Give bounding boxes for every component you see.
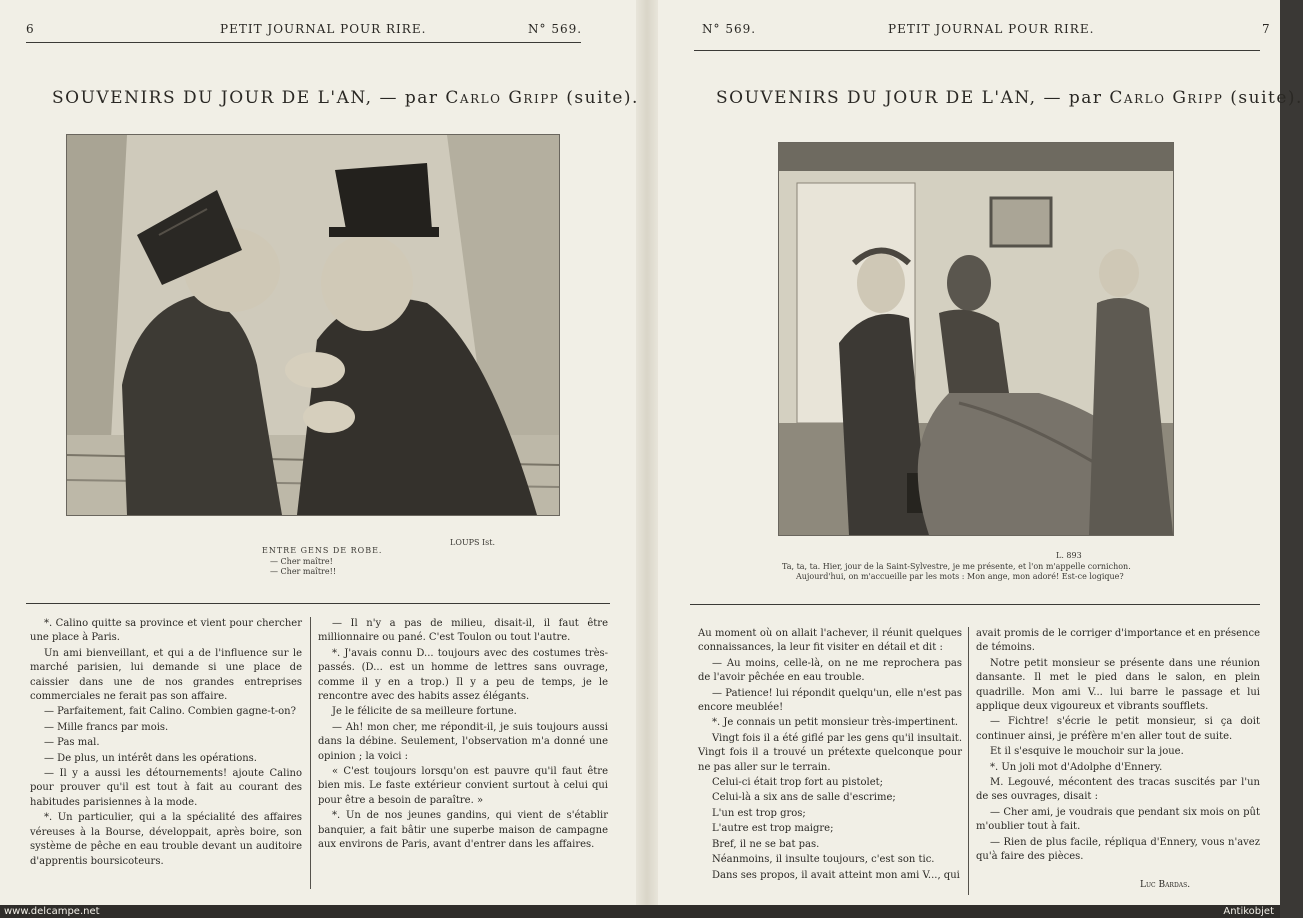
left-page bbox=[0, 0, 638, 905]
paragraph: L'un est trop gros; bbox=[712, 807, 806, 819]
paragraph: « C'est toujours lorsqu'on est pauvre qu'il faut être bien mis. Le faste extérieur convient surtout à celui qui pour être a besoin de paraître. » bbox=[318, 766, 608, 806]
left-title: SOUVENIRS DU JOUR DE L'AN, — par Carlo Gripp (suite). bbox=[52, 88, 639, 108]
right-column-1 bbox=[698, 627, 962, 884]
paragraph: — Fichtre! s'écrie le petit monsieur, si ça doit continuer ainsi, je préfère m'en aller tout de suite. bbox=[976, 716, 1260, 742]
right-page bbox=[656, 0, 1303, 905]
paragraph: Vingt fois il a été giflé par les gens qu'il insultait. Vingt fois il a trouvé un prétexte quelconque pour ne pas aller sur le terrain. bbox=[698, 732, 962, 773]
left-head-rule bbox=[26, 42, 581, 43]
right-caption-line1: Ta, ta, ta. Hier, jour de la Saint-Sylvestre, je me présente, et l'on m'appelle cornichon. bbox=[782, 562, 1131, 571]
left-column-2 bbox=[318, 617, 608, 854]
paragraph: Néanmoins, il insulte toujours, c'est son tic. bbox=[712, 854, 935, 866]
paragraph: — De plus, un intérêt dans les opérations. bbox=[44, 752, 257, 764]
left-section-rule bbox=[26, 603, 610, 604]
paragraph: *. Calino quitte sa province et vient pour chercher une place à Paris. bbox=[30, 618, 302, 644]
paragraph: *. J'avais connu D... toujours avec des costumes très-passés. (D... est un homme de lettres sans ouvrage, comme il y en a trop.) Il y a peu de temps, je le rencontre avec des habits assez élégants. bbox=[318, 647, 608, 703]
paragraph: Celui-là a six ans de salle d'escrime; bbox=[712, 792, 896, 804]
left-caption-title: ENTRE GENS DE ROBE. bbox=[262, 546, 383, 555]
right-column-divider bbox=[968, 627, 969, 895]
paragraph: — Il n'y a pas de milieu, disait-il, il faut être millionnaire ou pané. C'est Toulon ou tout l'autre. bbox=[318, 618, 608, 644]
left-illustration-signature: LOUPS Ist. bbox=[450, 538, 496, 547]
paragraph: *. Un particulier, qui a la spécialité des affaires véreuses à la Bourse, développait, après boire, son système de pêche en eau trouble devant un auditoire d'apprentis boursicoteurs. bbox=[30, 812, 302, 867]
paragraph: *. Un de nos jeunes gandins, qui vient de s'établir banquier, a fait bâtir une superbe maison de campagne aux environs de Paris, avant d'entrer dans les affaires. bbox=[318, 810, 608, 851]
footer-left-watermark: www.delcampe.net bbox=[4, 906, 100, 917]
paragraph: Au moment où on allait l'achever, il réunit quelques connaissances, la leur fit visiter en détail et dit : bbox=[698, 628, 962, 654]
paragraph: — Pas mal. bbox=[44, 737, 100, 749]
left-title-author: Carlo Gripp bbox=[445, 88, 560, 108]
paragraph: — Au moins, celle-là, on ne me reprochera pas de l'avoir pêchée en eau trouble. bbox=[698, 657, 962, 684]
paragraph: — Rien de plus facile, répliqua d'Ennery, vous n'avez qu'à faire des pièces. bbox=[976, 836, 1260, 863]
left-caption-line1: — Cher maître! bbox=[270, 557, 333, 566]
right-title: SOUVENIRS DU JOUR DE L'AN, — par Carlo Gripp (suite). bbox=[716, 88, 1303, 108]
left-illustration-lawyers bbox=[66, 134, 560, 516]
right-article-signature: Luc Bardas. bbox=[1140, 880, 1191, 890]
paragraph: — Mille francs par mois. bbox=[44, 721, 169, 733]
right-caption-line2: Aujourd'hui, on m'accueille par les mots : Mon ange, mon adoré! Est-ce logique? bbox=[796, 572, 1124, 581]
paragraph: — Il y a aussi les détournements! ajoute Calino pour prouver qu'il est tout à fait au courant des habitudes parisiennes à la mode. bbox=[30, 768, 302, 808]
footer-right-watermark: Antikobjet bbox=[1223, 906, 1274, 917]
page-gutter bbox=[636, 0, 658, 905]
paragraph: — Ah! mon cher, me répondit-il, je suis toujours aussi dans la débine. Seulement, l'observation m'a donné une opinion ; la voici : bbox=[318, 721, 608, 762]
right-illustration-signature: L. 893 bbox=[1056, 551, 1082, 560]
left-issue-number: N° 569. bbox=[528, 22, 583, 36]
paragraph: Je le félicite de sa meilleure fortune. bbox=[332, 706, 517, 718]
left-column-divider bbox=[310, 617, 311, 889]
right-running-head: PETIT JOURNAL POUR RIRE. bbox=[888, 22, 1095, 36]
left-running-head: PETIT JOURNAL POUR RIRE. bbox=[220, 22, 427, 36]
right-column-2 bbox=[976, 627, 1260, 866]
paragraph: — Parfaitement, fait Calino. Combien gagne-t-on? bbox=[44, 706, 296, 718]
paragraph: avait promis de le corriger d'importance et en présence de témoins. bbox=[976, 628, 1260, 654]
paragraph: — Cher ami, je voudrais que pendant six mois on pût m'oublier tout à fait. bbox=[976, 806, 1260, 833]
left-column-1 bbox=[30, 617, 302, 870]
paragraph: Dans ses propos, il avait atteint mon ami V..., qui bbox=[712, 869, 960, 881]
left-page-number: 6 bbox=[26, 22, 35, 36]
paragraph: L'autre est trop maigre; bbox=[712, 823, 834, 835]
right-head-rule bbox=[694, 50, 1260, 51]
paragraph: M. Legouvé, mécontent des tracas suscités par l'un de ses ouvrages, disait : bbox=[976, 777, 1260, 803]
right-illustration-salon bbox=[778, 142, 1174, 536]
right-issue-number: N° 569. bbox=[702, 22, 757, 36]
paragraph: Un ami bienveillant, et qui a de l'influence sur le marché parisien, lui demande si une place de caissier dans une de nos grandes entreprises commerciales ne ferait pas son affaire. bbox=[30, 647, 302, 703]
paragraph: — Patience! lui répondit quelqu'un, elle n'est pas encore meublée! bbox=[698, 687, 962, 714]
paragraph: Notre petit monsieur se présente dans une réunion dansante. Il met le pied dans le salon, en plein quadrille. Mon ami V... lui barre le passage et lui applique deux vigoureux et vibrants soufflets. bbox=[976, 657, 1260, 713]
paragraph: Celui-ci était trop fort au pistolet; bbox=[712, 777, 884, 789]
watermark-footer bbox=[0, 905, 1280, 918]
paragraph: *. Je connais un petit monsieur très-impertinent. bbox=[712, 717, 959, 729]
right-title-author: Carlo Gripp bbox=[1109, 88, 1224, 108]
right-page-number: 7 bbox=[1262, 22, 1271, 36]
left-caption-line2: — Cher maître!! bbox=[270, 567, 337, 576]
paragraph: *. Un joli mot d'Adolphe d'Ennery. bbox=[990, 761, 1163, 773]
right-section-rule bbox=[690, 604, 1260, 605]
paragraph: Et il s'esquive le mouchoir sur la joue. bbox=[990, 746, 1184, 758]
paragraph: Bref, il ne se bat pas. bbox=[712, 838, 820, 850]
